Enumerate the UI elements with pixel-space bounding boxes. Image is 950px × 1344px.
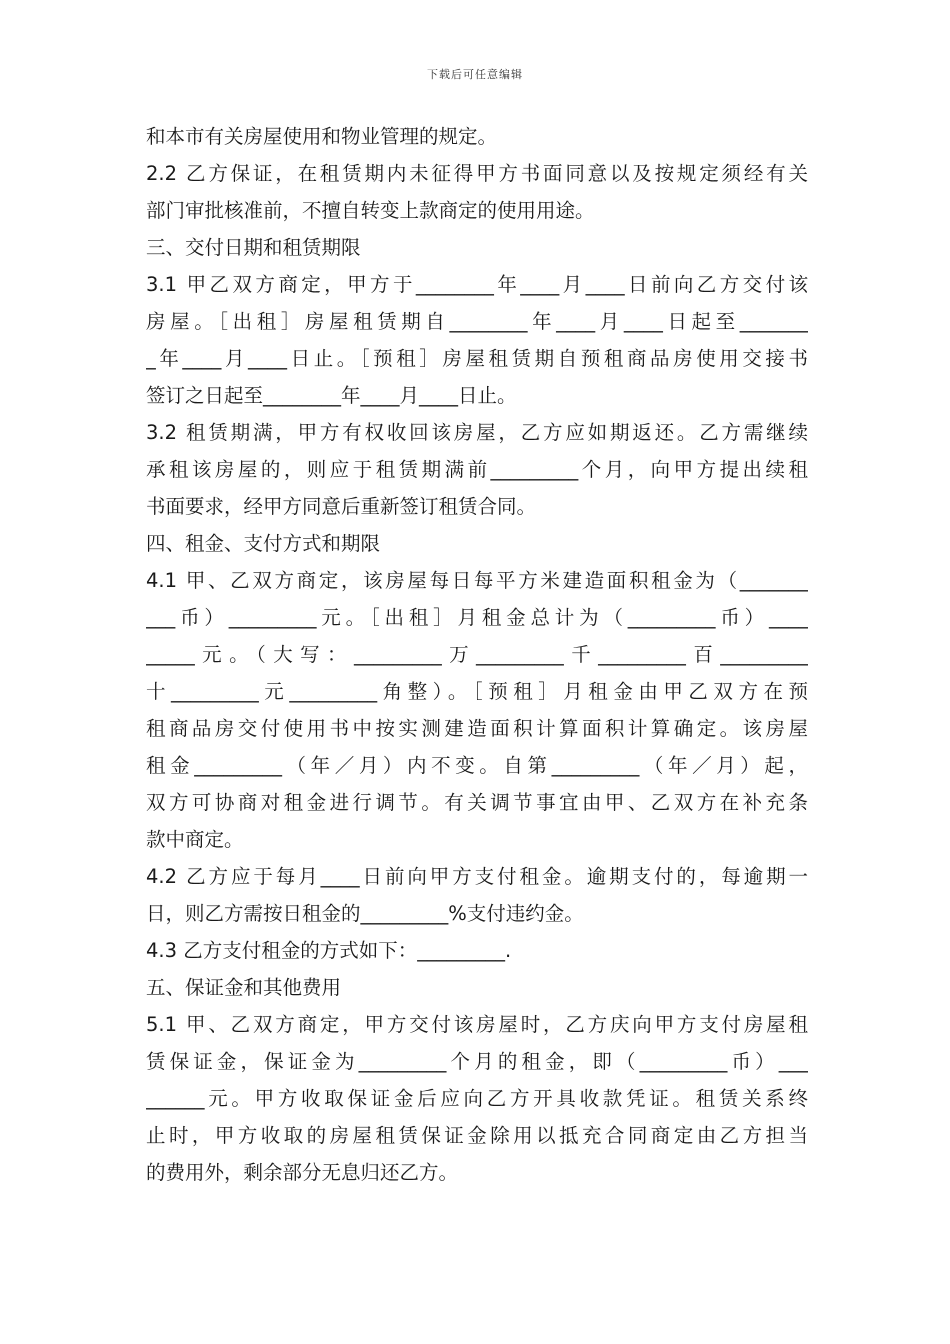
text-line: ______元。甲方收取保证金后应向乙方开具收款凭证。租赁关系终 [146,1087,808,1110]
text-line: 日，则乙方需按日租金的_________%支付违约金。 [146,902,584,925]
text-line: 款中商定。 [146,828,244,851]
text-line: 5.1 甲、乙双方商定，甲方交付该房屋时，乙方庆向甲方支付房屋租 [146,1013,808,1036]
text-line: 承租该房屋的，则应于租赁期满前_________个月，向甲方提出续租 [146,458,808,481]
text-line: 租商品房交付使用书中按实测建造面积计算面积计算确定。该房屋 [146,717,808,740]
text-line: 的费用外，剩余部分无息归还乙方。 [146,1161,459,1184]
text-line: 房屋。［出租］房屋租赁期自________年____月____日起至_______ [146,310,808,333]
text-line: 五、保证金和其他费用 [146,976,342,999]
text-line: 3.1 甲乙双方商定，甲方于________年____月____日前向乙方交付该 [146,273,808,296]
text-line: 4.2 乙方应于每月____日前向甲方支付租金。逾期支付的，每逾期一 [146,865,808,888]
text-line: 止时，甲方收取的房屋租赁保证金除用以抵充合同商定由乙方担当 [146,1124,808,1147]
page-header: 下载后可任意编辑 [427,68,523,81]
text-line: 十_________元_________角整）。［预租］月租金由甲乙双方在预 [146,680,808,703]
text-line: 双方可协商对租金进行调节。有关调节事宜由甲、乙双方在补充条 [146,791,808,814]
text-line: 三、交付日期和租赁期限 [146,236,361,259]
document-body [146,118,808,1191]
text-line: 部门审批核准前，不擅自转变上款商定的使用用途。 [146,199,595,222]
text-line: 书面要求，经甲方同意后重新签订租赁合同。 [146,495,537,518]
text-line: 租金_________（年／月）内不变。自第_________（年／月）起， [146,754,808,777]
text-line: 赁保证金，保证金为_________个月的租金，即（_________币）___ [146,1050,808,1073]
text-line: 3.2 租赁期满，甲方有权收回该房屋，乙方应如期返还。乙方需继续 [146,421,808,444]
text-line: _____元。（大写：_________万_________千_________百_________ [146,643,808,666]
text-line: 4.3 乙方支付租金的方式如下：_________. [146,939,512,962]
text-line: 签订之日起至________年____月____日止。 [146,384,517,407]
text-line: ___币）_________元。［出租］月租金总计为（_________币）____ [146,606,808,629]
text-line: 4.1 甲、乙双方商定，该房屋每日每平方米建造面积租金为（_______ [146,569,808,592]
text-line: 2.2 乙方保证，在租赁期内未征得甲方书面同意以及按规定须经有关 [146,162,808,185]
text-line: _年____月____日止。［预租］房屋租赁期自预租商品房使用交接书 [146,347,808,370]
text-line: 和本市有关房屋使用和物业管理的规定。 [146,125,498,148]
text-line: 四、租金、支付方式和期限 [146,532,381,555]
